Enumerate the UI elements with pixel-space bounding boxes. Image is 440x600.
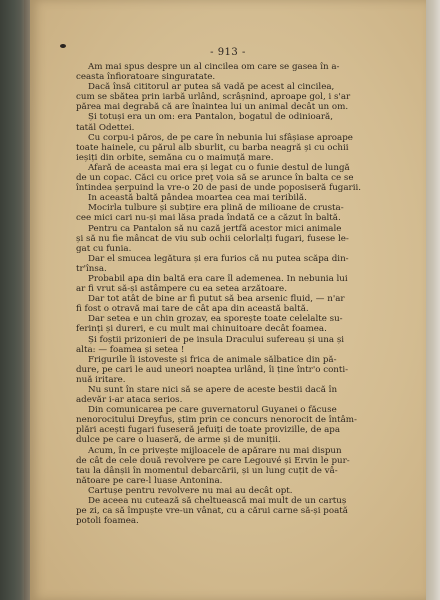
text-line: In această baltă pândea moartea cea mai teribilă. <box>88 193 307 204</box>
text-line: tatăl Odettei. <box>76 122 135 133</box>
text-line: Acum, în ce privește mijloacele de apărare nu mai dispun <box>88 445 342 456</box>
text-line: Cartușe pentru revolvere nu mai au decât opt. <box>88 485 293 496</box>
text-line: și să nu fie mâncat de viu sub ochii celorlalți fugari, fusese le- <box>76 233 349 244</box>
text-line: De aceea nu cutează să cheltuească mai mult de un cartuș <box>88 496 347 507</box>
text-line: Dar el smucea legătura și era furios că nu putea scăpa din- <box>88 253 349 264</box>
text-line: întindea șerpuind la vre-o 20 de pasi de unde poposiseră fugarii. <box>76 183 362 194</box>
book-page <box>30 0 426 600</box>
text-line: gat cu funia. <box>76 243 132 254</box>
text-line: dulce pe care o luaseră, de arme și de muniții. <box>76 435 281 446</box>
text-line: Și foștii prizonieri de pe insula Dracului sufereau și una și <box>88 334 345 345</box>
text-line: nenorocitului Dreyfus, știm prin ce concurs nenorocit de întâm- <box>76 415 357 426</box>
text-line: nuă iritare. <box>76 374 126 385</box>
text-line: Din comunicarea pe care guvernatorul Guyanei o făcuse <box>88 405 337 416</box>
text-line: Și totuși era un om: era Pantalon, bogatul de odinioară, <box>88 112 333 123</box>
text-line: Pentru ca Pantalon să nu cază jertfă acestor mici animale <box>88 223 342 234</box>
text-line: dure, pe cari le aud uneori noaptea urlând, îi ține într'o conti- <box>76 364 349 375</box>
text-line: de cât de cele două revolvere pe care Legouvé și Ervin le pur- <box>76 455 350 466</box>
text-line: nătoare pe care-l luase Antonina. <box>76 475 223 486</box>
text-line: Afară de aceasta mai era și legat cu o funie destul de lungă <box>88 162 350 173</box>
text-line: Dar setea e un chin grozav, ea sporește toate celelalte su- <box>88 314 343 325</box>
text-line: tr'însa. <box>76 263 107 274</box>
text-line: ferinți și dureri, e cu mult mai chinuitoare decât foamea. <box>76 324 327 335</box>
text-line: Nu sunt în stare nici să se apere de aceste bestii dacă în <box>88 385 338 395</box>
text-line: părea mai degrabă că are înaintea lui un animal decât un om. <box>76 102 349 113</box>
text-line: ar fi vrut să-și astâmpere cu ea setea arzătoare. <box>76 284 287 295</box>
text-line: Cu corpu-i păros, de pe care în nebunia lui sfâșiase aproape <box>88 132 353 143</box>
text-line: adevăr i-ar ataca serios. <box>76 395 183 406</box>
text-line: ieșiți din orbite, semăna cu o maimuță mare. <box>76 152 274 163</box>
text-line: Am mai spus despre un al cincilea om care se gasea în a- <box>88 62 340 72</box>
text-line: Probabil apa din baltă era care îl ademenea. In nebunia lui <box>88 273 348 284</box>
text-line: potoli foamea. <box>76 516 139 527</box>
text-line: Dar tot atât de bine ar fi putut să bea arsenic fluid, — n'ar <box>88 294 345 305</box>
book-spine <box>0 0 26 600</box>
text-line: toate hainele, cu părul alb sburlit, cu barba neagră și cu ochii <box>76 142 349 153</box>
text-line: cum se sbătea prin iarbă urlând, scrâșnind, aproape gol, i s'ar <box>76 92 351 103</box>
text-line: Mocirla tulbure și subțire era plină de milioane de crusta- <box>88 203 344 214</box>
text-line: tau la dânșii în momentul debarcării, și un lung cuțit de vâ- <box>76 465 338 476</box>
text-line: ceasta înfioratoare singuratate. <box>76 72 216 83</box>
text-line: Dacă însă cititorul ar putea să vadă pe acest al cincilea, <box>88 82 335 93</box>
text-line: cee mici cari nu-și mai lăsa prada îndată ce a căzut în baltă. <box>76 213 341 224</box>
text-line: plări acești fugari fuseseră jefuiți de toate provizille, de apa <box>76 425 341 436</box>
text-line: Frigurile îi istoveste și frica de animale sălbatice din pă- <box>88 354 337 365</box>
text-line: de un copac. Căci cu orice preț voia să se arunce în balta ce se <box>76 173 354 184</box>
text-line: pe zi, ca să împuște vre-un vânat, cu a cărui carne să-și poată <box>76 506 348 517</box>
page-number: - 913 - <box>210 47 246 58</box>
text-line: alta: — foamea și setea ! <box>76 344 185 355</box>
page-text <box>76 62 422 526</box>
text-line: fi fost o otravă mai tare de cât apa din această baltă. <box>76 304 309 315</box>
